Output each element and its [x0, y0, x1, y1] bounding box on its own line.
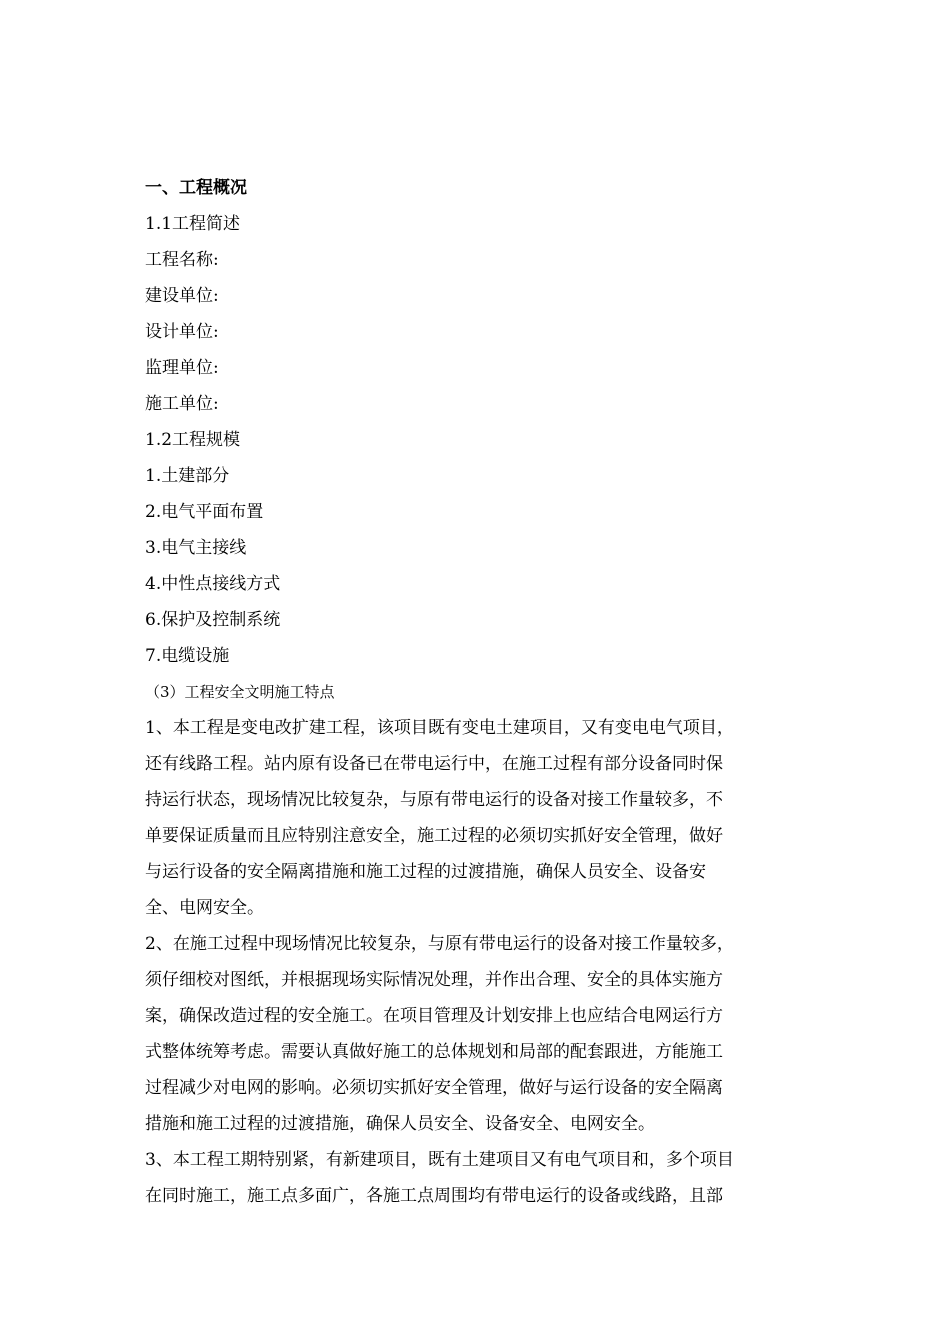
- subsection-title-scale: 1.2工程规模: [145, 430, 241, 450]
- scale-item: 7.电缆设施: [145, 646, 230, 666]
- paragraph-line: 持运行状态，现场情况比较复杂，与原有带电运行的设备对接工作量较多，不: [145, 790, 723, 810]
- field-project-name: 工程名称:: [145, 250, 219, 270]
- scale-item: 2.电气平面布置: [145, 502, 264, 522]
- features-title: （3）工程安全文明施工特点: [145, 683, 335, 701]
- paragraph-line: 2、在施工过程中现场情况比较复杂，与原有带电运行的设备对接工作量较多，: [145, 934, 734, 954]
- paragraph-line: 全、电网安全。: [145, 898, 264, 918]
- paragraph-line: 3、本工程工期特别紧，有新建项目，既有土建项目又有电气项目和，多个项目: [145, 1150, 734, 1170]
- paragraph-line: 式整体统筹考虑。需要认真做好施工的总体规划和局部的配套跟进，方能施工: [145, 1042, 723, 1062]
- paragraph-2: [145, 926, 805, 1142]
- field-design-unit: 设计单位:: [145, 322, 219, 342]
- paragraph-3: [145, 1142, 805, 1214]
- field-builder-unit: 施工单位:: [145, 394, 219, 414]
- paragraph-line: 过程减少对电网的影响。必须切实抓好安全管理，做好与运行设备的安全隔离: [145, 1078, 723, 1098]
- paragraph-line: 与运行设备的安全隔离措施和施工过程的过渡措施，确保人员安全、设备安: [145, 862, 706, 882]
- paragraph-line: 措施和施工过程的过渡措施，确保人员安全、设备安全、电网安全。: [145, 1114, 655, 1134]
- paragraph-line: 在同时施工，施工点多面广，各施工点周围均有带电运行的设备或线路，且部: [145, 1186, 723, 1206]
- paragraph-line: 案，确保改造过程的安全施工。在项目管理及计划安排上也应结合电网运行方: [145, 1006, 723, 1026]
- paragraph-line: 还有线路工程。站内原有设备已在带电运行中，在施工过程有部分设备同时保: [145, 754, 723, 774]
- document-body: [145, 170, 805, 1214]
- scale-item: 1.土建部分: [145, 466, 230, 486]
- scale-item: 3.电气主接线: [145, 538, 247, 558]
- scale-item: 6.保护及控制系统: [145, 610, 281, 630]
- field-construction-unit: 建设单位:: [145, 286, 219, 306]
- subsection-title-overview: 1.1工程简述: [145, 214, 241, 234]
- paragraph-line: 须仔细校对图纸，并根据现场实际情况处理，并作出合理、安全的具体实施方: [145, 970, 723, 990]
- paragraph-1: [145, 710, 805, 926]
- scale-item: 4.中性点接线方式: [145, 574, 281, 594]
- paragraph-line: 单要保证质量而且应特别注意安全，施工过程的必须切实抓好安全管理，做好: [145, 826, 723, 846]
- paragraph-line: 1、本工程是变电改扩建工程，该项目既有变电土建项目，又有变电电气项目，: [145, 718, 734, 738]
- field-supervision-unit: 监理单位:: [145, 358, 219, 378]
- section-title: 一、工程概况: [145, 178, 247, 198]
